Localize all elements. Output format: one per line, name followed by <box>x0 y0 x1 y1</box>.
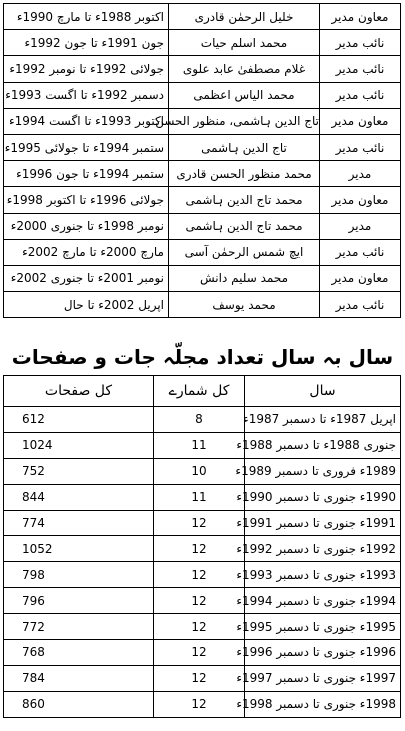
editor-name-cell: محمد تاج الدین ہاشمی <box>169 187 320 213</box>
header-count: کل شمارے <box>154 376 245 407</box>
editor-period-cell: جولائی 1996ء تا اکتوبر 1998ء <box>4 187 169 213</box>
editor-role-cell: مدیر <box>320 213 401 239</box>
editor-role-cell: نائب مدیر <box>320 292 401 318</box>
table-row <box>4 239 401 265</box>
editor-role-cell: معاون مدیر <box>320 4 401 30</box>
table-row <box>4 30 401 56</box>
count-cell: 12 <box>154 588 245 614</box>
editor-period-cell: جون 1991ء تا جون 1992ء <box>4 30 169 56</box>
table-row <box>4 510 401 536</box>
stats-title: سال بہ سال تعداد مجلّہ جات و صفحات <box>11 345 394 369</box>
year-cell: 1997ء جنوری تا دسمبر 1997ء <box>245 665 401 691</box>
editor-period-cell: دسمبر 1992ء تا اگست 1993ء <box>4 82 169 108</box>
editor-period-cell: ستمبر 1994ء تا جولائی 1995ء <box>4 134 169 160</box>
count-cell: 12 <box>154 536 245 562</box>
pages-cell: 774 <box>4 510 154 536</box>
year-cell: 1991ء جنوری تا دسمبر 1991ء <box>245 510 401 536</box>
pages-cell: 860 <box>4 691 154 717</box>
editor-period-cell: جولائی 1992ء تا نومبر 1992ء <box>4 56 169 82</box>
year-cell: 1995ء جنوری تا دسمبر 1995ء <box>245 614 401 640</box>
table-row <box>4 56 401 82</box>
table-row <box>4 691 401 717</box>
table-header-row <box>4 376 401 407</box>
table-row <box>4 134 401 160</box>
year-cell: 1989ء فروری تا دسمبر 1989ء <box>245 458 401 484</box>
table-row <box>4 588 401 614</box>
header-year: سال <box>245 376 401 407</box>
stats-table-head <box>4 376 401 407</box>
table-row <box>4 614 401 640</box>
editor-name-cell: محمد تاج الدین ہاشمی <box>169 213 320 239</box>
year-cell: 1992ء جنوری تا دسمبر 1992ء <box>245 536 401 562</box>
year-cell: 1996ء جنوری تا دسمبر 1996ء <box>245 640 401 666</box>
pages-cell: 768 <box>4 640 154 666</box>
year-cell: 1990ء جنوری تا دسمبر 1990ء <box>245 484 401 510</box>
editor-name-cell: محمد الیاس اعظمی <box>169 82 320 108</box>
count-cell: 11 <box>154 432 245 458</box>
pages-cell: 772 <box>4 614 154 640</box>
count-cell: 8 <box>154 407 245 433</box>
year-cell: 1993ء جنوری تا دسمبر 1993ء <box>245 562 401 588</box>
editor-name-cell: غلام مصطفیٰ عابد علوی <box>169 56 320 82</box>
count-cell: 11 <box>154 484 245 510</box>
pages-cell: 844 <box>4 484 154 510</box>
editor-period-cell: اکتوبر 1993ء تا اگست 1994ء <box>4 108 169 134</box>
table-row <box>4 407 401 433</box>
editor-name-cell: محمد یوسف <box>169 292 320 318</box>
editor-period-cell: اکتوبر 1988ء تا مارچ 1990ء <box>4 4 169 30</box>
table-row <box>4 458 401 484</box>
year-cell: 1998ء جنوری تا دسمبر 1998ء <box>245 691 401 717</box>
table-row <box>4 432 401 458</box>
year-cell: اپریل 1987ء تا دسمبر 1987ء <box>245 407 401 433</box>
editors-table <box>3 3 401 318</box>
count-cell: 12 <box>154 510 245 536</box>
editor-name-cell: خلیل الرحمٰن قادری <box>169 4 320 30</box>
editor-name-cell: محمد منظور الحسن قادری <box>169 161 320 187</box>
editor-period-cell: نومبر 2001ء تا جنوری 2002ء <box>4 265 169 291</box>
table-row <box>4 640 401 666</box>
editor-role-cell: نائب مدیر <box>320 82 401 108</box>
table-row <box>4 562 401 588</box>
editor-role-cell: معاون مدیر <box>320 265 401 291</box>
table-row <box>4 82 401 108</box>
editor-role-cell: نائب مدیر <box>320 239 401 265</box>
editor-period-cell: مارچ 2000ء تا مارچ 2002ء <box>4 239 169 265</box>
editor-role-cell: معاون مدیر <box>320 187 401 213</box>
editor-name-cell: تاج الدین ہاشمی، منظور الحسن <box>169 108 320 134</box>
header-pages: کل صفحات <box>4 376 154 407</box>
pages-cell: 796 <box>4 588 154 614</box>
pages-cell: 798 <box>4 562 154 588</box>
table-row <box>4 265 401 291</box>
stats-table-body <box>4 407 401 718</box>
table-row <box>4 536 401 562</box>
editor-name-cell: تاج الدین ہاشمی <box>169 134 320 160</box>
pages-cell: 1024 <box>4 432 154 458</box>
count-cell: 10 <box>154 458 245 484</box>
editor-name-cell: محمد اسلم حیات <box>169 30 320 56</box>
pages-cell: 752 <box>4 458 154 484</box>
table-row <box>4 213 401 239</box>
editor-role-cell: نائب مدیر <box>320 30 401 56</box>
pages-cell: 612 <box>4 407 154 433</box>
table-row <box>4 665 401 691</box>
table-row <box>4 4 401 30</box>
table-row <box>4 484 401 510</box>
editor-period-cell: ستمبر 1994ء تا جون 1996ء <box>4 161 169 187</box>
count-cell: 12 <box>154 665 245 691</box>
count-cell: 12 <box>154 691 245 717</box>
table-row <box>4 108 401 134</box>
year-cell: جنوری 1988ء تا دسمبر 1988ء <box>245 432 401 458</box>
editor-name-cell: محمد سلیم دانش <box>169 265 320 291</box>
table-row <box>4 292 401 318</box>
table-row <box>4 161 401 187</box>
editor-period-cell: اپریل 2002ء تا حال <box>4 292 169 318</box>
editor-role-cell: نائب مدیر <box>320 134 401 160</box>
editor-role-cell: مدیر <box>320 161 401 187</box>
count-cell: 12 <box>154 640 245 666</box>
editor-period-cell: نومبر 1998ء تا جنوری 2000ء <box>4 213 169 239</box>
editors-table-body <box>4 4 401 318</box>
count-cell: 12 <box>154 614 245 640</box>
pages-cell: 784 <box>4 665 154 691</box>
count-cell: 12 <box>154 562 245 588</box>
pages-cell: 1052 <box>4 536 154 562</box>
editor-role-cell: معاون مدیر <box>320 108 401 134</box>
stats-table <box>3 375 401 718</box>
editor-role-cell: نائب مدیر <box>320 56 401 82</box>
table-row <box>4 187 401 213</box>
editor-name-cell: ایچ شمس الرحمٰن آسی <box>169 239 320 265</box>
year-cell: 1994ء جنوری تا دسمبر 1994ء <box>245 588 401 614</box>
